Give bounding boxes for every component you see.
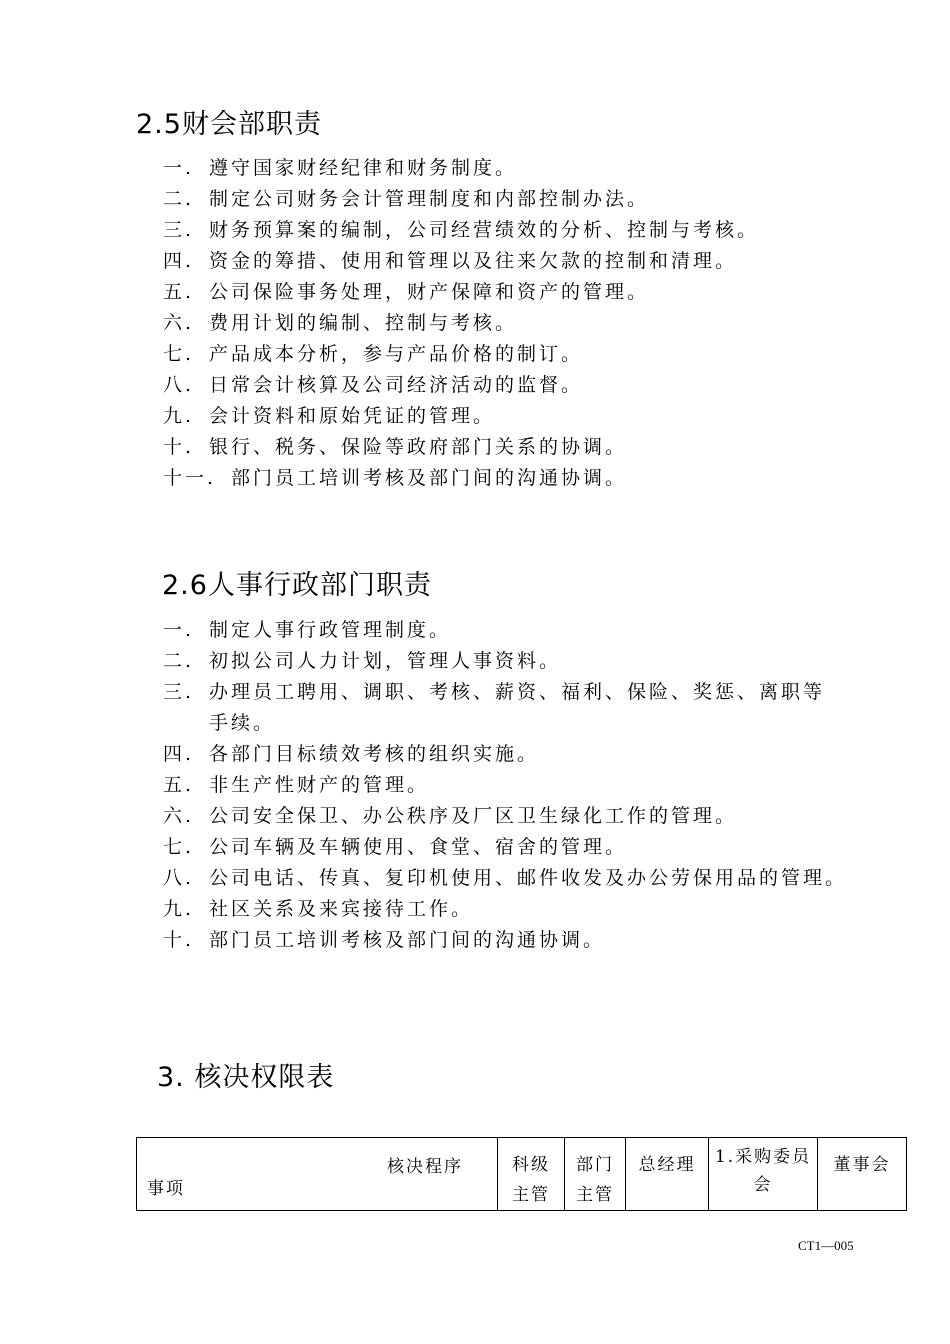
list-item: 十一. 部门员工培训考核及部门间的沟通协调。 bbox=[163, 467, 628, 489]
col-purchase-committee: 1.采购委员 会 bbox=[709, 1138, 818, 1211]
col-dept-head: 部门 主管 bbox=[565, 1138, 626, 1211]
list-item: 四. 资金的筹措、使用和管理以及往来欠款的控制和清理。 bbox=[163, 250, 738, 272]
section-26-list bbox=[163, 615, 847, 956]
header-process-label: 核决程序 bbox=[387, 1157, 463, 1177]
authority-table bbox=[136, 1137, 907, 1211]
section-26-title: 2.6人事行政部门职责 bbox=[162, 570, 432, 601]
section-25-list bbox=[163, 153, 759, 494]
list-item: 十. 银行、税务、保险等政府部门关系的协调。 bbox=[163, 436, 628, 458]
list-item: 七. 公司车辆及车辆使用、食堂、宿舍的管理。 bbox=[163, 836, 628, 858]
list-item: 六. 公司安全保卫、办公秩序及厂区卫生绿化工作的管理。 bbox=[163, 805, 738, 827]
list-item: 三. 财务预算案的编制，公司经营绩效的分析、控制与考核。 bbox=[163, 219, 760, 241]
list-item: 十. 部门员工培训考核及部门间的沟通协调。 bbox=[163, 929, 606, 951]
header-item-label: 事项 bbox=[147, 1179, 185, 1199]
list-item: 八. 公司电话、传真、复印机使用、邮件收发及办公劳保用品的管理。 bbox=[163, 867, 848, 889]
list-item: 九. 会计资料和原始凭证的管理。 bbox=[163, 405, 496, 427]
list-item: 九. 社区关系及来宾接待工作。 bbox=[163, 898, 474, 920]
list-item: 五. 公司保险事务处理，财产保障和资产的管理。 bbox=[163, 281, 650, 303]
list-item: 一. 制定人事行政管理制度。 bbox=[163, 619, 452, 641]
col-board: 董事会 bbox=[818, 1138, 907, 1211]
list-item: 四. 各部门目标绩效考核的组织实施。 bbox=[163, 743, 540, 765]
col-section-head: 科级 主管 bbox=[498, 1138, 565, 1211]
list-item: 二. 制定公司财务会计管理制度和内部控制办法。 bbox=[163, 188, 650, 210]
col-gm: 总经理 bbox=[626, 1138, 709, 1211]
list-item: 二. 初拟公司人力计划，管理人事资料。 bbox=[163, 650, 562, 672]
list-item: 五. 非生产性财产的管理。 bbox=[163, 774, 430, 796]
list-item: 三. 办理员工聘用、调职、考核、薪资、福利、保险、奖惩、离职等手续。 bbox=[163, 681, 826, 734]
list-item: 八. 日常会计核算及公司经济活动的监督。 bbox=[163, 374, 584, 396]
list-item: 六. 费用计划的编制、控制与考核。 bbox=[163, 312, 518, 334]
list-item: 一. 遵守国家财经纪律和财务制度。 bbox=[163, 157, 518, 179]
table-header-corner bbox=[137, 1138, 498, 1211]
section-3-title: 3. 核决权限表 bbox=[157, 1062, 335, 1093]
list-item: 七. 产品成本分析，参与产品价格的制订。 bbox=[163, 343, 584, 365]
section-25-title: 2.5财会部职责 bbox=[136, 109, 322, 140]
footer-code: CT1—005 bbox=[798, 1238, 854, 1253]
